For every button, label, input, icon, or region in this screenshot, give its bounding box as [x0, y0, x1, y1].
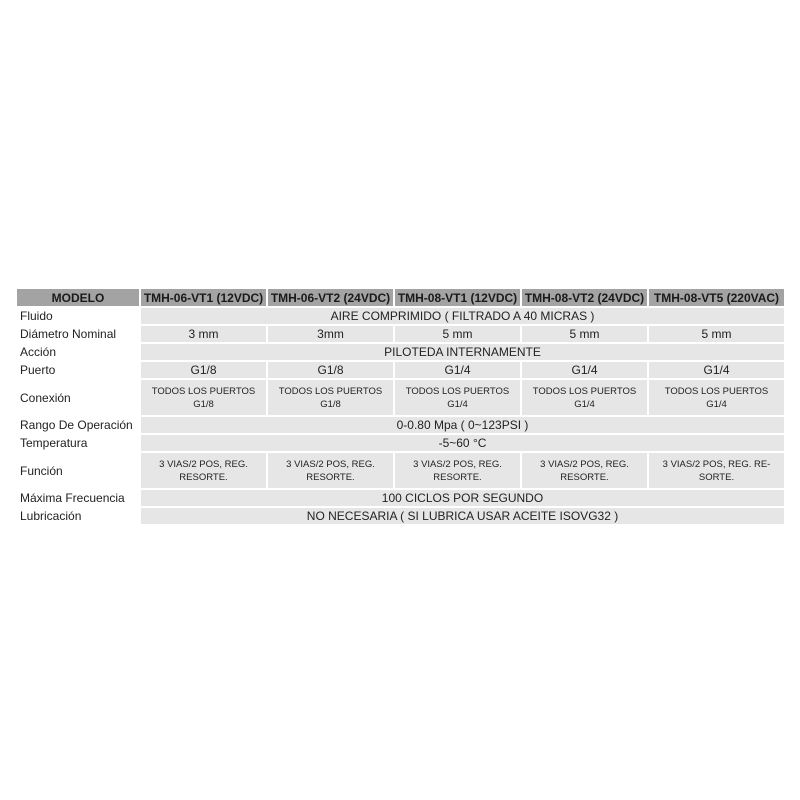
cell-value: 3mm	[268, 326, 395, 342]
cell-value: G1/8	[141, 362, 268, 378]
header-model-1: TMH-06-VT1 (12VDC)	[141, 289, 268, 306]
header-model-label: MODELO	[17, 289, 141, 306]
cell-value	[522, 453, 649, 488]
row-temperatura	[17, 435, 784, 451]
spec-table	[17, 287, 784, 526]
row-label: Acción	[17, 344, 141, 360]
cell-value: AIRE COMPRIMIDO ( FILTRADO A 40 MICRAS )	[141, 308, 784, 324]
cell-line: SORTE.	[698, 471, 735, 483]
cell-value: NO NECESARIA ( SI LUBRICA USAR ACEITE ISOVG32 )	[141, 508, 784, 524]
header-model-5: TMH-08-VT5 (220VAC)	[649, 289, 784, 306]
row-accion	[17, 344, 784, 360]
cell-line: RESORTE.	[179, 471, 228, 483]
row-label: Lubricación	[17, 508, 141, 524]
cell-line: 3 VIAS/2 POS, REG. RE-	[662, 458, 771, 470]
row-label: Máxima Frecuencia	[17, 490, 141, 506]
cell-value: 3 mm	[141, 326, 268, 342]
header-model-4: TMH-08-VT2 (24VDC)	[522, 289, 649, 306]
header-model-3: TMH-08-VT1 (12VDC)	[395, 289, 522, 306]
row-label: Función	[17, 453, 141, 488]
cell-value: 5 mm	[395, 326, 522, 342]
cell-line: RESORTE.	[306, 471, 355, 483]
cell-line: TODOS LOS PUERTOS	[405, 385, 510, 397]
cell-line: TODOS LOS PUERTOS	[532, 385, 637, 397]
row-conexion	[17, 380, 784, 415]
cell-line: G1/4	[574, 398, 595, 410]
cell-line: TODOS LOS PUERTOS	[151, 385, 256, 397]
cell-line: 3 VIAS/2 POS, REG.	[286, 458, 375, 470]
cell-value: G1/4	[649, 362, 784, 378]
cell-line: 3 VIAS/2 POS, REG.	[540, 458, 629, 470]
cell-value: 0-0.80 Mpa ( 0~123PSI )	[141, 417, 784, 433]
row-label: Puerto	[17, 362, 141, 378]
cell-line: TODOS LOS PUERTOS	[278, 385, 383, 397]
cell-value: -5~60 °C	[141, 435, 784, 451]
cell-line: RESORTE.	[560, 471, 609, 483]
row-label: Temperatura	[17, 435, 141, 451]
cell-value: G1/8	[268, 362, 395, 378]
cell-value: PILOTEDA INTERNAMENTE	[141, 344, 784, 360]
row-label: Rango De Operación	[17, 417, 141, 433]
cell-line: G1/4	[706, 398, 727, 410]
cell-line: TODOS LOS PUERTOS	[664, 385, 769, 397]
row-frecuencia	[17, 490, 784, 506]
cell-value: 100 CICLOS POR SEGUNDO	[141, 490, 784, 506]
row-funcion	[17, 453, 784, 488]
cell-value: G1/4	[522, 362, 649, 378]
row-rango	[17, 417, 784, 433]
cell-value	[268, 453, 395, 488]
cell-line: RESORTE.	[433, 471, 482, 483]
cell-value: 5 mm	[649, 326, 784, 342]
cell-value	[395, 453, 522, 488]
cell-value	[141, 380, 268, 415]
row-diametro	[17, 326, 784, 342]
cell-value	[395, 380, 522, 415]
header-model-2: TMH-06-VT2 (24VDC)	[268, 289, 395, 306]
cell-value: G1/4	[395, 362, 522, 378]
cell-value	[141, 453, 268, 488]
cell-line: 3 VIAS/2 POS, REG.	[413, 458, 502, 470]
cell-value	[649, 453, 784, 488]
cell-value	[522, 380, 649, 415]
cell-value	[649, 380, 784, 415]
header-row	[17, 289, 784, 306]
row-label: Conexión	[17, 380, 141, 415]
cell-line: 3 VIAS/2 POS, REG.	[159, 458, 248, 470]
row-lubricacion	[17, 508, 784, 524]
cell-value: 5 mm	[522, 326, 649, 342]
cell-line: G1/4	[447, 398, 468, 410]
row-fluido	[17, 308, 784, 324]
row-label: Diámetro Nominal	[17, 326, 141, 342]
row-label: Fluido	[17, 308, 141, 324]
cell-line: G1/8	[193, 398, 214, 410]
cell-value	[268, 380, 395, 415]
row-puerto	[17, 362, 784, 378]
cell-line: G1/8	[320, 398, 341, 410]
